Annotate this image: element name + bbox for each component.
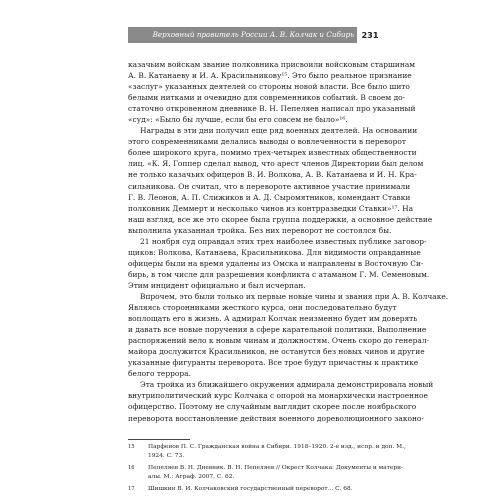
footnote-number: 17	[128, 486, 135, 493]
footnote	[128, 485, 381, 494]
footnote-number: 15	[128, 444, 135, 450]
text-line: казачьим войскам звание полковника присвоили войсковым старшинам	[128, 60, 416, 69]
footnote-text: Парфенов П. С. Гражданская война в Сибири. 1918–1920. 2-е изд., испр. и доп. М.,	[148, 444, 406, 450]
text-line: Впрочем, это были только их первые новые чины и звания при А. В. Колчаке.	[140, 291, 449, 301]
text-line: 21 ноября суд оправдал этих трех наиболее известных публике заговор-	[140, 236, 427, 246]
footnote	[128, 464, 403, 481]
text-line: и давать все новые поручения в сфере карательной политики. Выполнение	[128, 325, 427, 335]
text-line: лиц. «К. Я. Гоппер сделал вывод, что арест членов Директории был делом	[128, 159, 424, 169]
footnote	[128, 443, 406, 460]
text-line: белыми нитками и очевидно для современников событий. В своем до-	[128, 93, 406, 103]
text-line: наш взгляд, все же это скорее была группа поддержки, а основное действие	[128, 214, 433, 224]
text-line: белого террора.	[128, 369, 191, 379]
text-line: Являясь сторонниками жесткого курса, они последовательно будут	[128, 303, 397, 313]
footnote-divider	[128, 439, 190, 440]
footnote-number: 16	[128, 465, 135, 472]
footnote-text: Шишкин В. И. Колчаковский государственный переворот... С. 68.	[148, 486, 353, 493]
text-line: статочно откровенном дневнике В. Н. Пепеляев написал про указанный	[128, 104, 416, 114]
text-line: Г. В. Леонов, А. П. Слижиков и А. Д. Сыромятников, комендант Ставки	[128, 192, 411, 202]
text-line: бирь, в том числе для разрешения конфликта с атаманом Г. М. Семеновым.	[128, 269, 430, 279]
footnote-text: 1924. С. 73.	[148, 452, 185, 459]
text-line: переворота восстановление действия военного дореволюционного законо-	[128, 413, 424, 423]
text-line: не только казачьих офицеров В. И. Волкова, А. В. Катанаева и И. Н. Кра-	[128, 170, 417, 180]
text-line: «суд»: «Было бы лучше, если бы его совсем не было»¹⁶.	[128, 115, 348, 125]
running-header	[128, 27, 357, 43]
text-line: офицерство. Поэтому не случайным выглядит скорее после ноябрьского	[128, 402, 417, 412]
text-line: указанные фигуранты переворота. Все трое будут причастны к практике	[128, 358, 419, 368]
running-title: Верховный правитель России А. В. Колчак и Сибирь	[152, 30, 354, 39]
text-line: офицеры были на время удалены из Омска и направлены в Восточную Си-	[128, 258, 424, 268]
text-line: Этим инцидент официально и был исчерпан.	[128, 280, 306, 290]
body-text	[128, 59, 449, 424]
text-line: полковник Деммерт и несколько чинов из контрразведки Ставки»¹⁷. На	[128, 203, 414, 213]
text-line: Награды в эти дни получил еще ряд военных деятелей. На основании	[140, 126, 418, 136]
text-line: этого современниками делались выводы о вовлеченности в переворот	[128, 137, 406, 147]
text-line: «заслуг» указанных деятелей со стороны новой власти. Все было шито	[128, 82, 410, 92]
text-line: распоряжений вело к новым чинам и должностям. Очень скоро до генерал-	[128, 336, 430, 346]
footnote-text: Пепеляев В. Н. Дневник. В. Н. Пепеляев // Окрест Колчака: Документы и матери-	[148, 465, 403, 472]
text-line: выполнила указанная тройка. Без них переворот не состоялся бы.	[128, 225, 392, 235]
text-line: более широкого круга, помимо трех-четырех известных общественности	[128, 148, 417, 158]
footnotes	[128, 443, 406, 494]
text-line: майора дослужится Красильников, не останутся без новых чинов и другие	[128, 347, 425, 357]
text-line: Эта тройка из ближайшего окружения адмирала демонстрировала новый	[140, 380, 434, 390]
text-line: А. В. Катанаеву и И. А. Красильникову¹⁵. Это было реальное признание	[128, 71, 412, 81]
text-line: внутриполитический курс Колчака с опорой на монархически настроенное	[128, 391, 428, 401]
page-number: 231	[361, 30, 379, 40]
text-line: воплощать его в жизнь. А адмирал Колчак неизменно будет им доверять	[128, 314, 418, 324]
text-line: щиков: Волкова, Катанаева, Красильникова. Для видимости оправданные	[128, 247, 421, 257]
footnote-text: алы. М.: Аграф. 2007. С. 62.	[148, 473, 235, 480]
text-line: сильникова. Он считал, что в перевороте активное участие принимали	[128, 181, 411, 191]
